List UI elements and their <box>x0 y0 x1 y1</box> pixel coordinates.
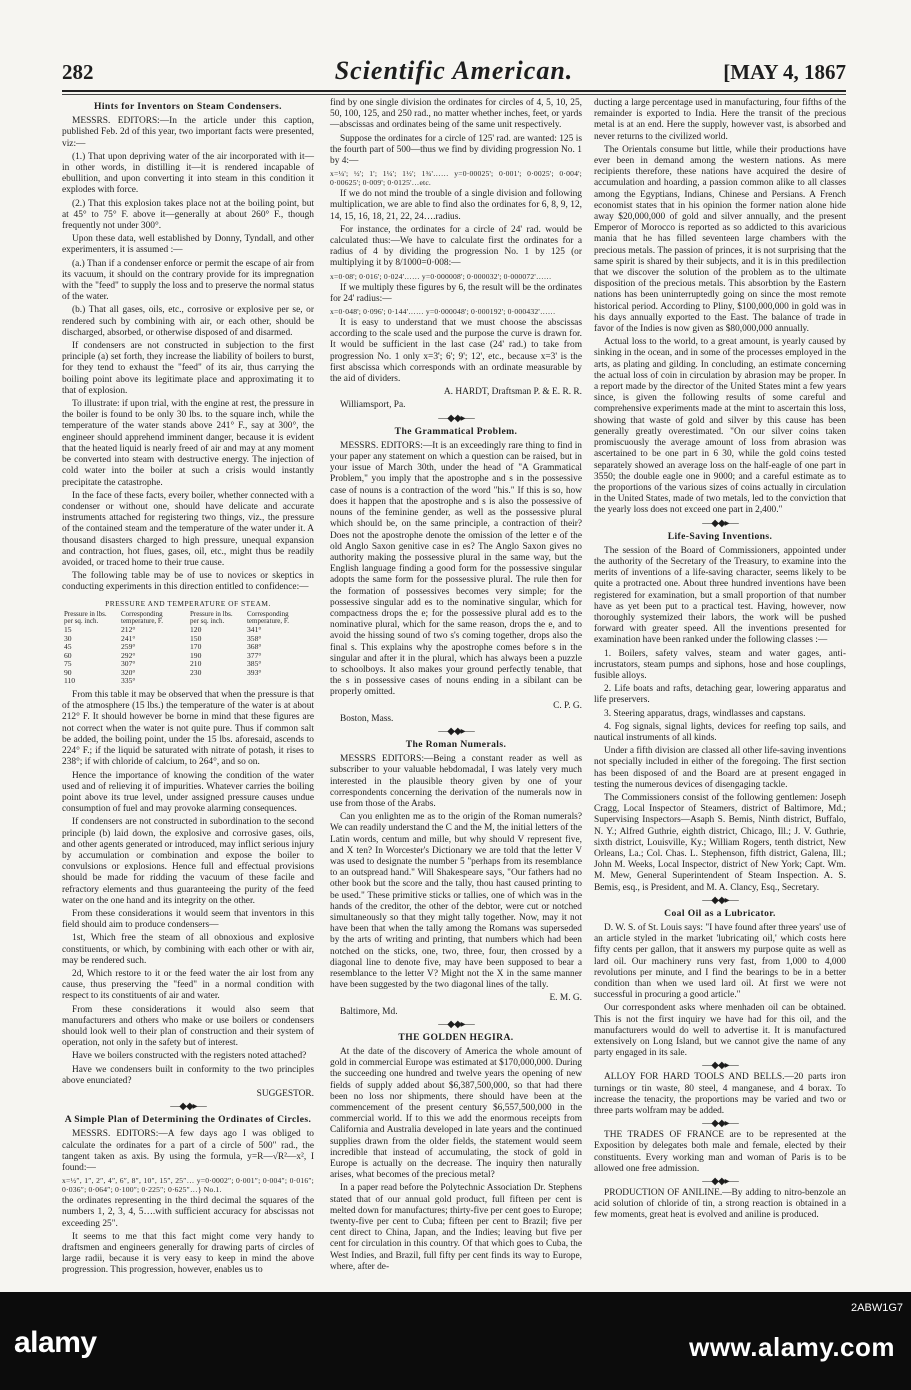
steam-table-row <box>62 643 314 652</box>
steam-table-cell: 15 <box>64 624 72 634</box>
paragraph: the ordinates representing in the third decimal the squares of the numbers 1, 2, 3, 4, 5….with sufficient accuracy for abscissas not exceeding 25". <box>62 1196 314 1229</box>
formula: x=0·048'; 0·096'; 0·144'…… y=0·000048'; 0·000192'; 0·000432'…… <box>330 307 556 317</box>
steam-table-cell: 120 <box>189 624 202 634</box>
page-header <box>62 56 846 90</box>
signature: A. HARDT, Draftsman P. & E. R. R. <box>443 387 582 398</box>
paragraph: Hence the importance of knowing the condition of the water used and of relieving it of impurities. Whatever carries the boiling point above its true level, under assigned pressure causes undue consumption of fuel and may provoke alarming consequences. <box>62 770 314 815</box>
paragraph: Upon these data, well established by Donny, Tyndall, and other experimenters, it is assumed :— <box>62 234 314 256</box>
steam-table-row <box>62 626 314 635</box>
column-2 <box>330 98 582 1272</box>
section-divider: —◆◆▸— <box>438 412 474 424</box>
steam-table-header: Corresponding temperature, F. <box>121 609 164 626</box>
steam-table-cell: 230 <box>189 667 202 677</box>
paragraph: From these considerations it would also seem that manufacturers and others who make or use boilers or condensers should look well to their plan of construction and their system of operation, not only in the safety but of interest. <box>62 1004 314 1049</box>
signature: SUGGESTOR. <box>256 1088 314 1099</box>
paragraph: PRODUCTION OF ANILINE.—By adding to nitro-benzole an acid solution of chloride of tin, a strong reaction is obtained in a few moments, great heat is evolved and aniline is produced. <box>594 1188 846 1221</box>
section-divider: —◆◆▸— <box>170 1101 206 1113</box>
steam-table-cell: 90 <box>64 667 72 677</box>
steam-table-cell: 241° <box>121 633 136 643</box>
steam-table-header: Pressure in lbs. per sq. inch. <box>189 609 233 626</box>
list-item: 1. Boilers, safety valves, steam and water gages, anti-incrustators, steam pumps and siphons, hose and hose couplings, fusible alloys. <box>594 648 846 681</box>
paragraph: From this table it may be observed that when the pressure is that of the atmosphere (15 lbs.) the temperature of the water is at about 212° F. It should however be borne in mind that these figures are not correct when the water is not quite pure. Thus if common salt be added, the boiling point, under the 15 lbs. aforesaid, ascends to 224° F.; if the liquid be saturated with nitrate of potash, it rises to 238°; if with chloride of calcium, to 264°, and so on. <box>62 690 314 768</box>
steam-table-cell: 292° <box>121 650 136 660</box>
paragraph: 1st, Which free the steam of all obnoxious and explosive constituents, or which, by combining with each other or with air, may be rendered such. <box>62 933 314 966</box>
steam-table-cell: 307° <box>121 659 136 669</box>
page-number: 282 <box>62 60 94 84</box>
list-item: 4. Fog signals, signal lights, devices for reefing top sails, and nautical instruments of all kinds. <box>594 721 846 743</box>
formula: x=¼'; ½'; 1'; 1¼'; 1½'; 1¾'…… y=0·00025'; 0·001'; 0·0025'; 0·004'; 0·00625'; 0·009'; 0·0125'…etc. <box>330 169 582 188</box>
steam-table-cell: 190 <box>189 650 202 660</box>
paragraph: If condensers are not constructed in subordination to the second principle (b) laid down, the explosive and corrosive gases, oils, and other agents generated or introduced, may inflict serious injury by accumulation or combination and expose the boiler to convulsions or explosions. Hence full and effectual provisions should be made for ridding the vacuum of these facile and refractory elements and thus guaranteeing the purity of the feed water on the one hand and its integrity on the other. <box>62 817 315 906</box>
steam-table-cell: 259° <box>121 642 136 652</box>
paragraph: THE TRADES OF FRANCE are to be represented at the Exposition by delegates both male and female, elected by their constituents. Every working man and woman of Paris is to be allowed one free admission. <box>594 1130 846 1174</box>
steam-table-header: Corresponding temperature, F. <box>246 609 289 626</box>
paragraph: Suppose the ordinates for a circle of 125' rad. are wanted: 125 is the fourth part of 500—thus we find by dividing progression No. 1 by 4:— <box>330 133 582 167</box>
steam-table-cell <box>245 677 314 686</box>
paragraph: To illustrate: if upon trial, with the engine at rest, the pressure in the boiler is found to be only 30 lbs. to the square inch, while the temperature of the water stands above 241° F., say at 300°, the engineer should apprehend imminent danger, because it is evident that the heated liquid is nearly freed of air and may at any moment be converted into steam with destructive energy. The injection of cold water into the boiler at such a crisis would instantly precipitate the catastrophe. <box>62 399 314 488</box>
steam-table-row <box>62 635 314 644</box>
steam-table-cell: 150 <box>189 633 202 643</box>
formula: x=½″, 1″, 2″, 4″, 6″, 8″, 10″, 15″, 25″… y=0·0002″; 0·001″; 0·004″; 0·016″; 0·036″; 0·064″; 0·100″; 0·225″; 0·625″…} No.1. <box>62 1176 314 1195</box>
section-divider: —◆◆▸— <box>702 894 738 906</box>
paragraph: ducting a large percentage used in manufacturing, four fifths of the remainder is exported to India. Here the transit of the precious metal is at an end. Here the supply, however vast, is absorbed and never returns to the civilized world. <box>594 98 846 142</box>
steam-table-header-row <box>62 611 314 626</box>
article-heading-roman: The Roman Numerals. <box>405 738 507 750</box>
section-divider: —◆◆▸— <box>438 1018 474 1030</box>
article-heading-ordinates: A Simple Plan of Determining the Ordinates of Circles. <box>64 1114 312 1126</box>
steam-table-cell: 30 <box>64 633 72 643</box>
paragraph: Have we boilers constructed with the registers noted attached? <box>72 1051 307 1062</box>
steam-table-body <box>62 626 314 686</box>
paragraph: Under a fifth division are classed all other life-saving inventions not specially included in either of the foregoing. The first section has been disposed of and the Board are at present engaged in testing the numerous devices of disengaging tackle. <box>594 746 846 790</box>
steam-table-cell: 368° <box>246 642 262 652</box>
steam-table-cell: 358° <box>246 633 262 643</box>
signature: E. M. G. <box>549 993 582 1004</box>
article-heading-coal-oil: Coal Oil as a Lubricator. <box>664 907 776 919</box>
paragraph: find by one single division the ordinates for circles of 4, 5, 10, 25, 50, 100, 125, and 250 rad., no matter whether inches, feet, or yards—abscissas and ordinates being of the same unit respectively. <box>330 98 582 131</box>
paragraph: MESSRS EDITORS:—Being a constant reader as well as subscriber to your valuable hebdomadal, I was lately very much interested in the plausible theory given by one of your correspondents concerning the derivation of the numerals now in use from those of the Arabs. <box>330 754 582 809</box>
steam-table-header: Pressure in lbs. per sq. inch. <box>64 609 107 626</box>
paragraph: It is easy to understand that we must choose the abscissas according to the scale used and the purpose the curve is drawn for. It would be sufficient in the last case (24' rad.) to take from progression No. 1 only x=3'; 6'; 9'; 12', etc., because x=3' is the first abscissa which corresponds with an ordinate measurable by the aid of dividers. <box>330 318 582 385</box>
paragraph: In a paper read before the Polytechnic Association Dr. Stephens stated that of our annual gold product, full fifteen per cent is melted down for manufactures; thirty-five per cent goes to Europe; twenty-five per cent to Cuba; fifteen per cent to Brazil; five per cent direct to China, Japan, and the Indies; leaving but five per cent for circulation in this country. Of that which goes to Cuba, the West Indies, and Brazil, full fifty per cent finds its way to Europe, where, after de- <box>330 1183 582 1272</box>
steam-table-row <box>62 652 314 661</box>
paragraph: Can you enlighten me as to the origin of the Roman numerals? We can readily understand the C and the M, the initial letters of the Latin words, centum and mille, but why should V represent five, and X ten? In Worcester's Dictionary we are told that the letter V was used to designate the number 5 "perhaps from its resemblance to an outspread hand." Will Shakespeare says, "Our fathers had no other book but the score and the tally, thou hast caused printing to be used." These primitive sticks or tallies, one of which was in the hands of the creditor, the other of the debtor, were cut or notched simultaneously so that they might tally together. Now, may it not have been that when the tally among the Romans was superseded by the arts of writing and printing, that numbers which had been notched on the sticks, one, two, three, four, then crossed by a diagonal line to denote five, may have been supposed to bear a resemblance to the letter V? Might not the X in the same manner have been suggested by the two diagonal lines of the tally. <box>330 812 582 991</box>
steam-table-cell: 341° <box>246 624 262 634</box>
header-rule-thin <box>62 94 846 95</box>
article-heading-grammatical: The Grammatical Problem. <box>394 425 518 437</box>
paragraph: The session of the Board of Commissioners, appointed under the authority of the Secretary of the Treasury, to examine into the merits of inventions of a life-saving character, seems likely to be quite a protracted one. About three hundred inventions have been registered for examination, but a small proportion of that number have as yet been put to a practical test. Having, however, now thoroughly systemized their labors, the work will be pushed forward with greater speed. All the inventions presented for examination have been ranked under the following classes :— <box>594 545 846 646</box>
steam-table <box>62 611 314 686</box>
steam-table-cell: 385° <box>246 659 262 669</box>
steam-table-title: PRESSURE AND TEMPERATURE OF STEAM. <box>105 598 271 608</box>
paragraph: If we do not mind the trouble of a single division and following multiplication, we are able to find also the ordinates for 6, 8, 9, 12, 14, 15, 16, 18, 21, 22, 24….radius. <box>330 189 582 222</box>
paragraph: Have we condensers built in conformity to the two principles above enunciated? <box>62 1064 314 1086</box>
paragraph: D. W. S. of St. Louis says: "I have found after three years' use of an article styled in the market 'lubricating oil,' which costs here fifty cents per gallon, that it answers my purpose quite as well as lard oil. Our machinery runs very fast, from 1,000 to 4,000 revolutions per minute, and I find the bearings to be in a better condition than when we used lard oil. At first we were not successful in procuring a good article." <box>594 923 846 1001</box>
paragraph: The following table may be of use to novices or skeptics in conducting experiments in this direction entitled to confidence:— <box>62 571 314 593</box>
paragraph: For instance, the ordinates for a circle of 24' rad. would be calculated thus:—We have to calculate first the ordinates for a radius of 4 by dividing the progression No. 1 by 125 (or multiplying it by 8/1000=0·008:— <box>330 224 582 269</box>
issue-date: [MAY 4, 1867 <box>723 60 846 84</box>
paragraph: (a.) Than if a condenser enforce or permit the escape of air from its vacuum, it should on the contrary provide for its impregnation with the "feed" to supply the loss and to preserve the normal status of the water. <box>62 258 314 303</box>
paragraph: In the face of these facts, every boiler, whether connected with a condenser or without one, should have delicate and accurate instruments attached for registering two things, viz., the pressure of the contained steam and the temperature of the water under it. A thousand disasters charged to high pressure, unequal expansion and contraction, hot flues, gases, oil, etc., might thus be readily avoided, or traced home to their true cause. <box>62 490 314 568</box>
stock-image-id: 2ABW1G7 <box>851 1302 903 1314</box>
signature: C. P. G. <box>553 700 582 711</box>
steam-table-cell: 212° <box>121 624 136 634</box>
dateline: Baltimore, Md. <box>340 1006 398 1017</box>
list-item: 3. Steering apparatus, drags, windlasses and capstans. <box>604 708 806 719</box>
dateline: Boston, Mass. <box>340 713 394 724</box>
section-divider: —◆◆▸— <box>702 1060 738 1072</box>
article-heading-condensers: Hints for Inventors on Steam Condensers. <box>94 101 282 112</box>
paragraph: If we multiply these figures by 6, the result will be the ordinates for 24' radius:— <box>330 282 582 304</box>
paragraph: The Orientals consume but little, while their productions have ever been in demand among the western nations. As mere recipients therefore, these nations have acquired the desire of accumulation and hoarding, a passion common alike to all classes among the Egyptians, Indians, Chinese and Persians. A French economist states that in his opinion the former nation alone hide away $20,000,000 of gold and silver annually, and the present Emperor of Morocco is reported as so addicted to this avaricious mania that he has filled seventeen large chambers with the precious metals. The passion of princes, it is not surprising that the same spirit is shared by their subjects, and it is in this predilection that we discover the solution of the problem as to the ultimate disposition of the precious metals. This absorbtion by the Eastern nations has been uninterruptedly going on since the most remote historical period. According to Pliny, $100,000,000 in gold was in his days annually exported to the East. The balance of trade in favor of the Indies is now given as $80,000,000 annually. <box>594 144 846 335</box>
section-divider: —◆◆▸— <box>702 517 738 529</box>
paragraph: At the date of the discovery of America the whole amount of gold in commercial Europe was estimated at $170,000,000. During the succeeding one hundred and twelve years the opening of new fields of supply added about $6,387,500,000, so that had there been no loss nor shipments, there should have been at the commencement of the present century $6,557,500,000 in the commercial world. If to this we add the enormous receipts from California and Australia developed in late years and the continued supplies drawn from the older fields, the statement would seem incredible that instead of accumulating, the stock of gold in Europe is actually on the decrease. The inquiry then naturally arises, what becomes of the precious metal? <box>330 1047 582 1181</box>
steam-table-cell: 335° <box>121 676 136 686</box>
article-heading-hegira: THE GOLDEN HEGIRA. <box>398 1031 514 1043</box>
steam-table-cell: 170 <box>189 642 202 652</box>
stock-url: www.alamy.com <box>689 1332 895 1362</box>
paragraph: ALLOY FOR HARD TOOLS AND BELLS.—20 parts iron turnings or tin waste, 80 steel, 4 manganese, and 4 borax. To increase the tenacity, the proportions may be varied and two or three parts wolfram may be added. <box>594 1072 846 1117</box>
section-divider: —◆◆▸— <box>702 1176 738 1188</box>
header-rule <box>62 90 846 92</box>
stock-watermark-band <box>0 1292 911 1390</box>
steam-table-row <box>62 669 314 678</box>
paragraph: (b.) That all gases, oils, etc., corrosive or explosive per se, or rendered such by combining with air, or each other, should be discharged, absorbed, or otherwise disposed of and disarmed. <box>62 305 314 338</box>
steam-table-cell: 45 <box>64 642 72 652</box>
dateline: Williamsport, Pa. <box>340 400 406 411</box>
paragraph: (2.) That this explosion takes place not at the boiling point, but at 45° to 75° F. above it—generally at about 260° F., though frequently not under 300°. <box>62 198 314 232</box>
steam-table-cell: 210 <box>189 659 202 669</box>
masthead-title: Scientific American. <box>334 56 574 85</box>
steam-table-cell: 110 <box>64 676 76 686</box>
paragraph: Our correspondent asks where menhaden oil can be obtained. This is not the first inquiry we have had for this oil, and the manufacturers would do well to advertise it. It is manufactured extensively on Long Island, but we cannot give the name of any party engaged in its sale. <box>594 1003 846 1059</box>
article-heading-lifesaving: Life-Saving Inventions. <box>667 530 773 542</box>
steam-table-row <box>62 677 314 686</box>
paragraph: The Commissioners consist of the following gentlemen: Joseph Cragg, Local Inspector of Steamers, district of Baltimore, Md.; Supervising Inspectors—Asaph S. Bemis, Ninth district, Buffalo, N. Y.; Alfred Guthrie, eighth district, Chicago, Ill.; J. V. Guthrie, sixth district, Louisville, Ky.; William Rogers, tenth district, New Orleans, La.; Col. Chas. L. Stephenson, fifth district, Galena, Ill.; John M. Weeks, Local Inspector, district of New York; Capt. Wm. M. Mew, General Superintendent of Steam Inspection. A. S. Bemis, esq., is President, and M. A. Clancy, Esq., Secretary. <box>594 792 846 893</box>
paragraph: MESSRS. EDITORS:—It is an exceedingly rare thing to find in your paper any statement on which a question can be raised, but in your issue of March 30th, under the head of "A Grammatical Problem," you imply that the apostrophe and s in the possessive case of nouns is a contraction of the word "his." If this is so, how does it happen that the apostrophe and s is also the possessive of nouns of the feminine gender, as well as the possessive plural which should be, on the same principle, a contraction of their? Does not the apostrophe denote the omission of the letter e of the old Anglo Saxon genitive case in es? The Anglo Saxon gives no authority making the possessive plural in the same way, but the English language finding a good form for the possessive singular adopts the same form for the possessive plural. The rule then for the formation of possessives becomes very simple; for the possessive singular add es to the nominative singular, which for compactness drops the e; for the possessive plural add es to the nominative plural, which for the same reason, drops the e, and to avoid the hissing sound of two s's coming together, drops also the final s. This explains why the apostrophe comes before s in the singular and after it in the plural, which has always been a puzzle to schoolboys. It also makes your ground perfectly tenable, that the s in possessive cases of nouns ending in a sibilant can be properly omitted. <box>330 440 582 698</box>
paragraph: (1.) That upon depriving water of the air incorporated with it—in other words, in distilling it—it is rendered incapable of ebullition, and upon converting it into steam in this condition it explodes with force. <box>62 151 314 196</box>
steam-table-cell: 320° <box>121 667 136 677</box>
section-divider: —◆◆▸— <box>702 1118 738 1130</box>
paragraph: From these considerations it would seem that inventors in this field should aim to produce condensers— <box>62 908 314 931</box>
paragraph: MESSRS. EDITORS:—In the article under this caption, published Feb. 2d of this year, two important facts were presented, viz:— <box>62 116 314 149</box>
paragraph: If condensers are not constructed in subjection to the first principle (a) set forth, they increase the liability of boilers to burst, for they tend to exhaust the "feed" of its air, thus carrying the boiling point above its legitimate place and approximating it to that of explosion. <box>62 341 314 396</box>
list-item: 2. Life boats and rafts, detaching gear, lowering apparatus and life preservers. <box>594 684 846 706</box>
formula: x=0·08'; 0·016'; 0·024'…… y=0·000008'; 0·000032'; 0·000072'…… <box>330 271 552 281</box>
paragraph: Actual loss to the world, to a great amount, is yearly caused by sinking in the ocean, and in some of the processes employed in the arts, as plating and gilding. In concluding, an estimate concerning the actual loss of coin in circulation by abrasion may be proper. In a report made by the director of the United States mint a few years since, is given the following results of some careful and comprehensive experiments made at the mint to ascertain this loss, showing that waste of gold and silver by this cause has been generally greatly overestimated. "On our silver coins taken promiscuously the average amount of loss from abrasion was ascertained to be one part in 6 30, while the gold coins tested separately showed an average loss on the half-eagle of one part in 3550; the double eagle one in 9000; and a careful estimate as to the proportions of the various sizes of coins actually in circulation in the United States, made of two metals, led to the conviction that the yearly loss does not exceed one part in 2,400." <box>594 337 846 516</box>
steam-table-cell: 60 <box>64 650 72 660</box>
column-1 <box>62 98 315 1276</box>
steam-table-cell <box>188 677 245 686</box>
paragraph: It seems to me that this fact might come very handy to draftsmen and engineers generally for drawing parts of circles of large radii, because it is very easy to keep in mind the above progression. This progression, however, enables us to <box>62 1231 314 1276</box>
column-3 <box>594 98 846 1244</box>
section-divider: —◆◆▸— <box>438 725 474 737</box>
alamy-logo: alamy <box>14 1326 97 1359</box>
paragraph: MESSRS. EDITORS:—A few days ago I was obliged to calculate the ordinates for a part of a circle of 500" rad., the tangent taken as axis. By using the formula, y=R—√R²—x², I found:— <box>62 1129 314 1173</box>
steam-table-cell: 377° <box>246 650 262 660</box>
steam-table-cell: 393° <box>246 667 262 677</box>
steam-table-row <box>62 660 314 669</box>
steam-table-cell: 75 <box>64 659 72 669</box>
paragraph: 2d, Which restore to it or the feed water the air lost from any cause, thus preserving the "feed" in a normal condition with respect to its constituents of air and water. <box>62 968 314 1002</box>
